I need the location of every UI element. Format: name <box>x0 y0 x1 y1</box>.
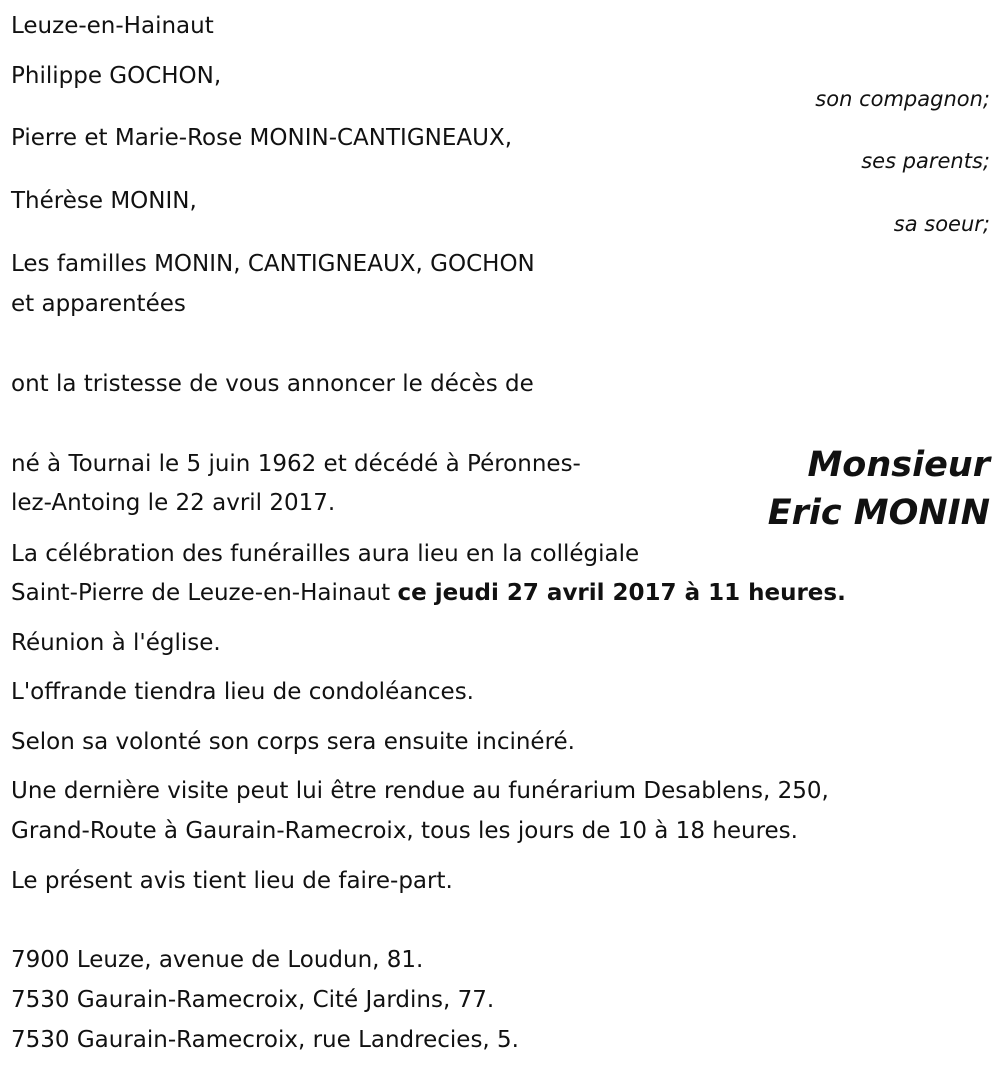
family-member-relation: son compagnon; <box>815 87 990 111</box>
address-line: 7530 Gaurain-Ramecroix, rue Landrecies, 5. <box>11 1027 519 1053</box>
announcement: ont la tristesse de vous annoncer le décès de <box>11 371 534 397</box>
ceremony-location: Saint-Pierre de Leuze-en-Hainaut <box>11 580 398 606</box>
birth-line-2: lez-Antoing le 22 avril 2017. <box>11 490 336 516</box>
offering-info: L'offrande tiendra lieu de condoléances. <box>11 679 474 705</box>
families-line-1: Les familles MONIN, CANTIGNEAUX, GOCHON <box>11 251 535 277</box>
family-member-name: Pierre et Marie-Rose MONIN-CANTIGNEAUX, <box>11 125 513 151</box>
family-member-name: Philippe GOCHON, <box>11 63 222 89</box>
ceremony-date: ce jeudi 27 avril 2017 à 11 heures. <box>397 580 846 606</box>
ceremony-line-2 <box>11 574 846 612</box>
families-line-2: et apparentées <box>11 291 186 317</box>
deceased-name: Eric MONIN <box>767 493 990 533</box>
visit-line-1: Une dernière visite peut lui être rendue au funérarium Desablens, 250, <box>11 778 829 804</box>
ceremony-line-1: La célébration des funérailles aura lieu en la collégiale <box>11 541 640 567</box>
notice: Le présent avis tient lieu de faire-part. <box>11 868 453 894</box>
visit-line-2: Grand-Route à Gaurain-Ramecroix, tous les jours de 10 à 18 heures. <box>11 818 798 844</box>
place-heading: Leuze-en-Hainaut <box>11 13 214 39</box>
deceased-title: Monsieur <box>807 445 990 485</box>
birth-line-1: né à Tournai le 5 juin 1962 et décédé à Péronnes- <box>11 451 581 477</box>
family-member-relation: ses parents; <box>861 149 990 173</box>
family-member-relation: sa soeur; <box>893 212 990 236</box>
family-member-name: Thérèse MONIN, <box>11 188 197 214</box>
meeting-info: Réunion à l'église. <box>11 630 221 656</box>
address-line: 7530 Gaurain-Ramecroix, Cité Jardins, 77. <box>11 987 495 1013</box>
address-line: 7900 Leuze, avenue de Loudun, 81. <box>11 947 424 973</box>
cremation-info: Selon sa volonté son corps sera ensuite incinéré. <box>11 729 575 755</box>
